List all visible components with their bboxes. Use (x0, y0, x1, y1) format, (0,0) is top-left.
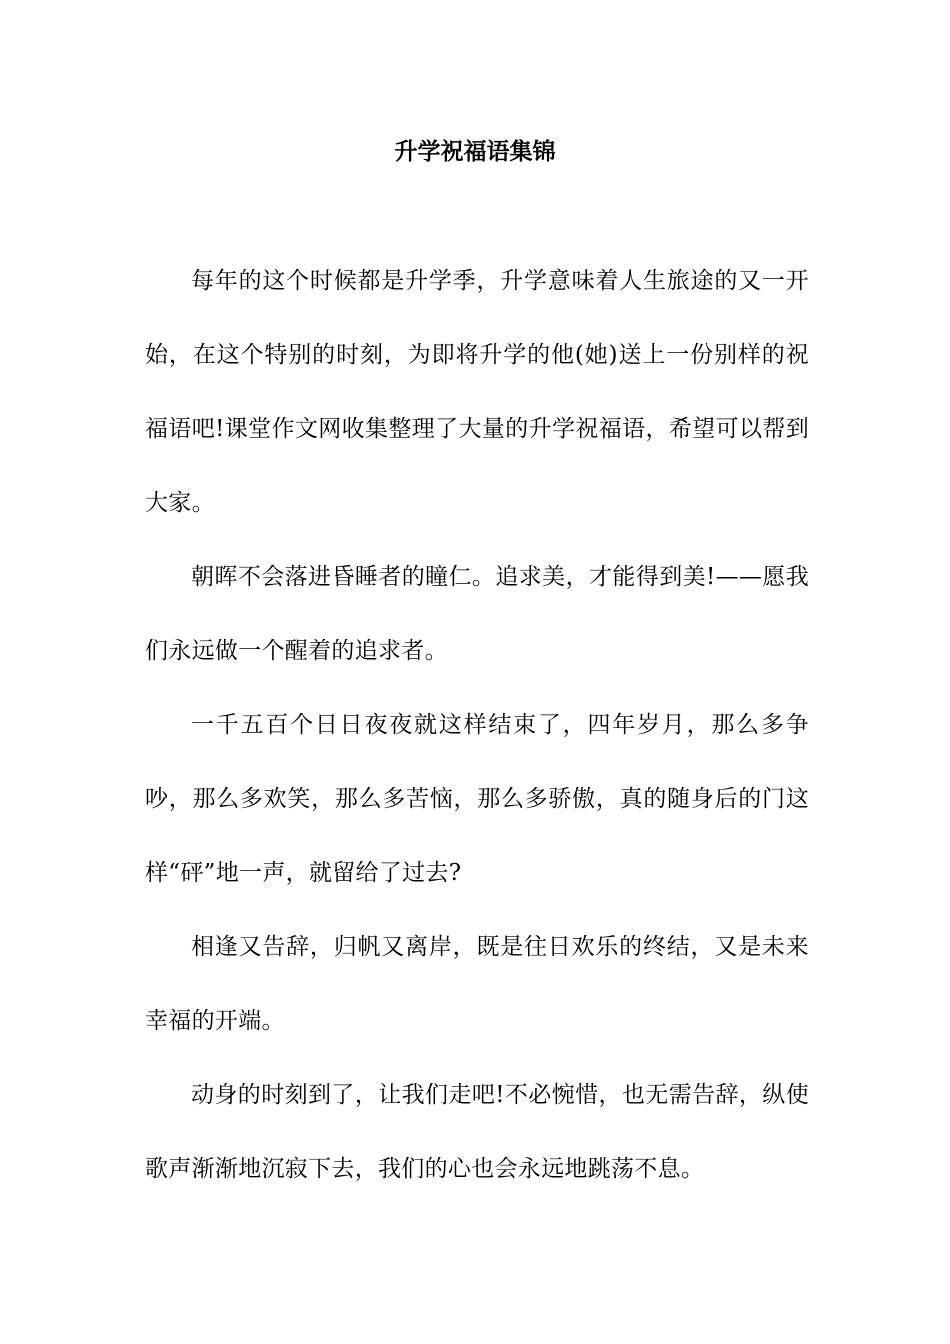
paragraph-3: 一千五百个日日夜夜就这样结束了，四年岁月，那么多争吵，那么多欢笑，那么多苦恼，那么多骄傲，真的随身后的门这样“砰”地一声，就留给了过去? (145, 712, 809, 886)
paragraph-2: 朝晖不会落进昏睡者的瞳仁。追求美，才能得到美!——愿我们永远做一个醒着的追求者。 (145, 564, 809, 664)
paragraph-4: 相逢又告辞，归帆又离岸，既是往日欢乐的终结，又是未来幸福的开端。 (145, 934, 809, 1034)
paragraph-1: 每年的这个时候都是升学季，升学意味着人生旅途的又一开始，在这个特别的时刻，为即将升学的他(她)送上一份别样的祝福语吧!课堂作文网收集整理了大量的升学祝福语，希望可以帮到大家。 (145, 268, 809, 516)
document-title: 升学祝福语集锦 (394, 138, 556, 165)
document-body (145, 244, 809, 1206)
paragraph-5: 动身的时刻到了，让我们走吧!不必惋惜，也无需告辞，纵使歌声渐渐地沉寂下去，我们的心也会永远地跳荡不息。 (145, 1082, 809, 1182)
